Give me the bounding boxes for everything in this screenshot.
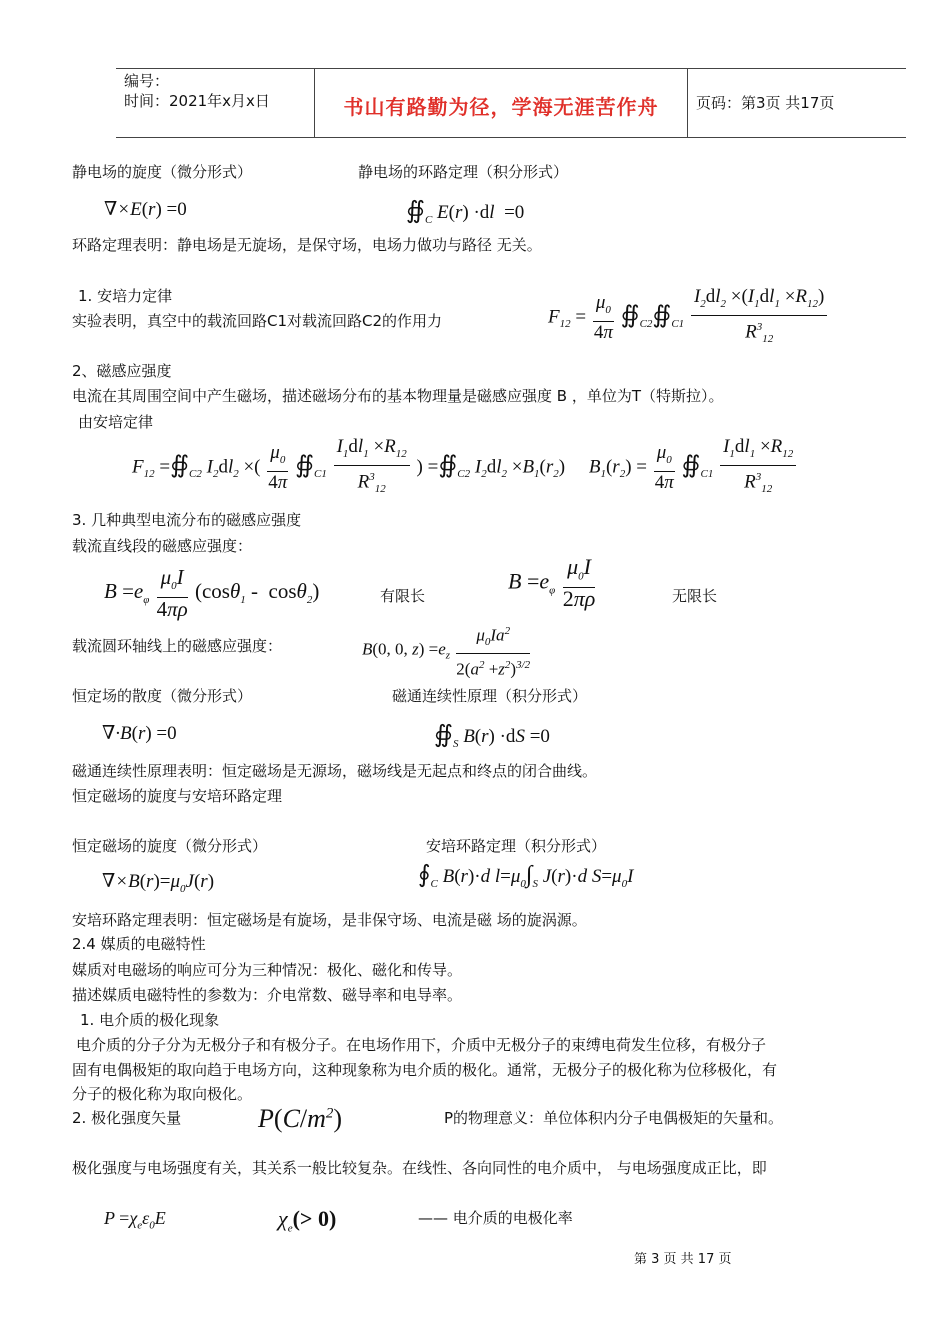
heading-ampere-loop: 安培环路定理（积分形式） — [426, 837, 607, 855]
header-page-number: 页码：第3页 共17页 — [696, 94, 835, 112]
formula-loop-e: $∯_C$ E(r) ·dl =0 — [406, 198, 525, 226]
formula-infinite-wire: $B =e_\varphi$ $\frac{\mu_0I}{2\pi\rho}$ — [508, 554, 596, 612]
heading-magnetic-induction: 2、磁感应强度 — [72, 362, 172, 380]
label-finite: 有限长 — [380, 587, 426, 605]
paragraph-ampere-loop: 安培环路定理表明：恒定磁场是有旋场，是非保守场、电流是磁 场的旋涡源。 — [72, 911, 587, 929]
header-motto-cell — [315, 69, 688, 137]
formula-chi-positive: $\chi_e(> 0)$ — [278, 1206, 337, 1235]
formula-ampere-force: $F_{12}$ = $\frac{\mu_0}{4\pi}$ $∯_{C2}∯_{C1}$ $\frac{I_2dl_2 \times(I_1dl_1 \times R_{12})}{R^3_{12}}$ — [548, 286, 829, 350]
formula-ring-axis: B(0, 0, $z) =e_z$ $\frac{\mu_0Ia^2}{2(a^2 +z^2)^{3/2}}$ — [362, 620, 532, 681]
formula-finite-wire: $B =e_\varphi$ $\frac{\mu_0I}{4\pi\rho}$ (cosθ$_1$ - cosθ$_2$) — [104, 565, 320, 622]
paragraph-polarization-1: 电介质的分子分为无极分子和有极分子。在电场作用下，介质中无极分子的束缚电荷发生位移，有极分子 — [76, 1036, 767, 1054]
paragraph-flux-continuity: 磁通连续性原理表明：恒定磁场是无源场，磁场线是无起点和终点的闭合曲线。 — [72, 762, 598, 780]
formula-p-chi: $P =\chi_e\varepsilon_0E$ — [104, 1208, 166, 1232]
heading-polarization: 1. 电介质的极化现象 — [80, 1011, 220, 1029]
paragraph-magnetic-induction: 电流在其周围空间中产生磁场，描述磁场分布的基本物理量是磁感应强度 B ，单位为T（特斯拉）。 — [72, 387, 724, 405]
footer-page-number: 第 3 页 共 17 页 — [634, 1252, 732, 1267]
formula-curl-b: $\nabla\times B(r)=\mu_0J(r)$ — [102, 871, 215, 895]
page-header — [116, 68, 906, 138]
paragraph-p-relation: 极化强度与电场强度有关，其关系一般比较复杂。在线性、各向同性的电介质中， 与电场强度成正比，即 — [72, 1159, 767, 1177]
formula-curl-e: ∇×E(r) =0 — [104, 199, 187, 220]
heading-curl-b: 恒定磁场的旋度（微分形式） — [72, 837, 268, 855]
header-info-cell — [116, 69, 315, 137]
heading-typical-currents: 3. 几种典型电流分布的磁感应强度 — [72, 511, 302, 529]
paragraph-ring-axis: 载流圆环轴线上的磁感应强度： — [72, 637, 283, 655]
paragraph-circulation: 环路定理表明：静电场是无旋场，是保守场，电场力做功与路径 无关。 — [72, 236, 542, 254]
heading-flux-continuity: 磁通连续性原理（积分形式） — [392, 687, 588, 705]
label-susceptibility: —— 电介质的电极化率 — [418, 1209, 573, 1227]
formula-flux-integral: $∯_S$ B(r) ·dS =0 — [434, 722, 550, 750]
paragraph-media-params: 描述媒质电磁特性的参数为：介电常数、磁导率和电导率。 — [72, 986, 463, 1004]
header-page-cell — [688, 69, 906, 137]
formula-ampere-loop: $∮_C$ B(r)·d $l=\mu_0\int_S$ J(r)·d $S=\mu_0I$ — [418, 862, 634, 890]
heading-polarization-vector: 2. 极化强度矢量 — [72, 1109, 182, 1127]
paragraph-from-ampere: 由安培定律 — [78, 413, 154, 431]
heading-curl-ampere: 恒定磁场的旋度与安培环路定理 — [72, 787, 283, 805]
label-infinite: 无限长 — [672, 587, 718, 605]
paragraph-polarization-3: 分子的极化称为取向极化。 — [72, 1085, 253, 1103]
heading-circulation-integral: 静电场的环路定理（积分形式） — [358, 163, 569, 181]
formula-div-b: ∇·B(r) =0 — [102, 723, 177, 744]
paragraph-polarization-2: 固有电偶极矩的取向趋于电场方向，这种现象称为电介质的极化。通常，无极分子的极化称为位移极化，有 — [72, 1061, 778, 1079]
motto: 书山有路勤为径，学海无涯苦作舟 — [343, 95, 659, 119]
formula-b-derivation: $F_{12}$ $=∯_{C2}$ $I_2dl_2$ ×( $\frac{\mu_0}{4\pi}$ $∯_{C1}$ $\frac{I_1dl_1 \times R_{12}}{R^3_{12}}$ ) $=∯_{C2}$ $I_2dl_2 \times B_1(r_2)$ $B_1(r_2)$ = $\frac{\mu_0}{4\pi}$ $∯_{C1}$ $\frac{I_1dl_1 \times R_{12}}{R^3_{12}}$ — [132, 436, 798, 500]
heading-ampere-force: 1. 安培力定律 — [78, 287, 173, 305]
serial-label: 编号： — [124, 72, 170, 90]
paragraph-ampere-force: 实验表明，真空中的载流回路C1对载流回路C2的作用力 — [72, 312, 443, 330]
paragraph-straight-wire: 载流直线段的磁感应强度： — [72, 537, 253, 555]
paragraph-p-meaning: P的物理意义：单位体积内分子电偶极矩的矢量和。 — [444, 1109, 784, 1127]
paragraph-media-response: 媒质对电磁场的响应可分为三种情况：极化、磁化和传导。 — [72, 961, 463, 979]
heading-media: 2.4 媒质的电磁特性 — [72, 935, 206, 953]
time-label: 时间：2021年x月x日 — [124, 92, 270, 110]
heading-curl-differential: 静电场的旋度（微分形式） — [72, 163, 253, 181]
formula-p-unit: $P(C/m^2)$ — [258, 1104, 343, 1133]
heading-divergence: 恒定场的散度（微分形式） — [72, 687, 253, 705]
